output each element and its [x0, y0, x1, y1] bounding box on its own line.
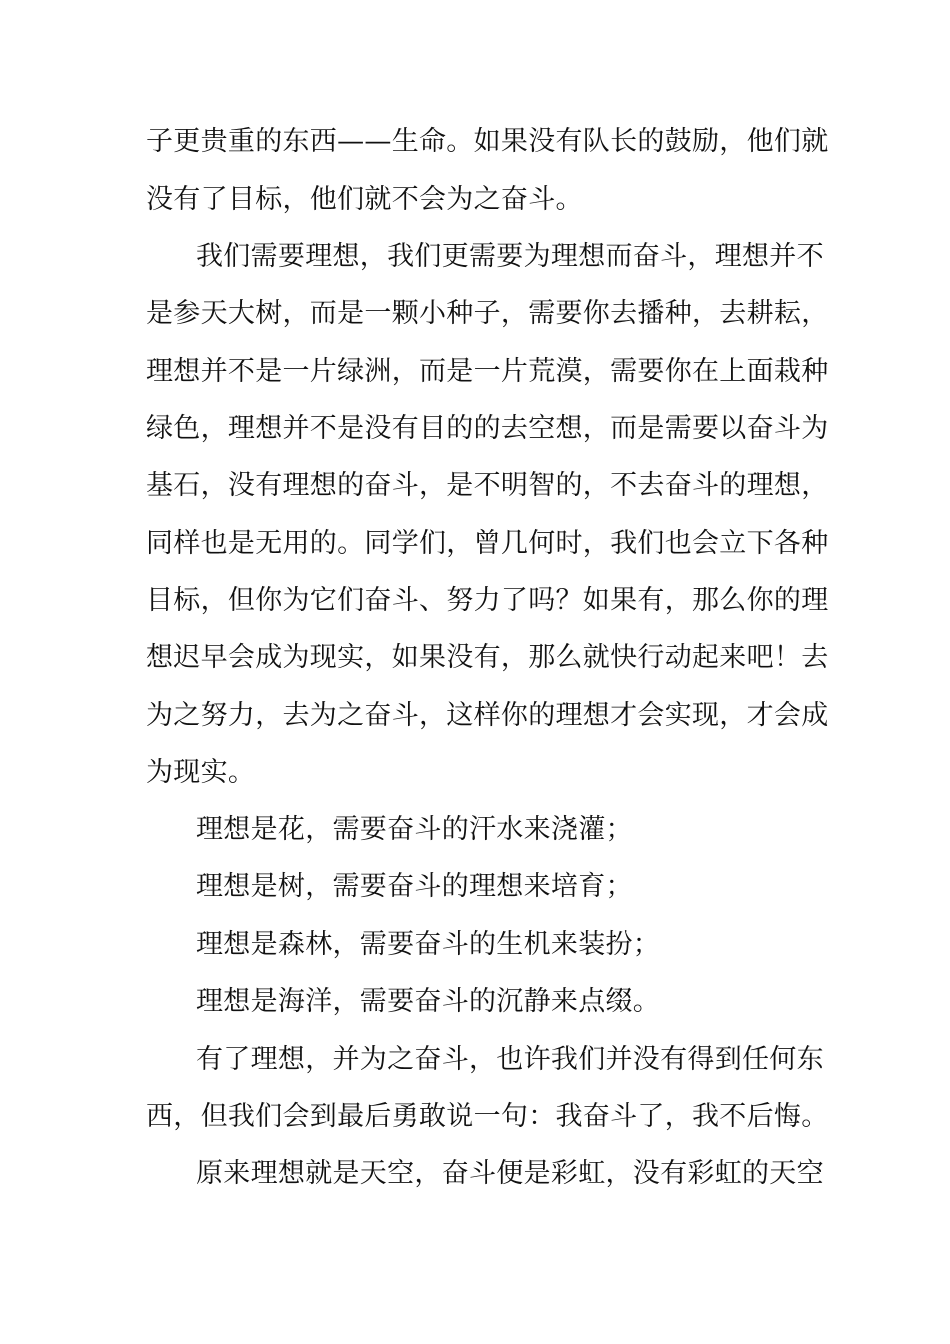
text-line: 理想并不是一片绿洲，而是一片荒漠，需要你在上面栽种 [146, 356, 829, 387]
text-line: 绿色，理想并不是没有目的的去空想，而是需要以奋斗为 [146, 413, 829, 444]
text-line: 目标，但你为它们奋斗、努力了吗？如果有，那么你的理 [146, 585, 829, 616]
text-line: 西，但我们会到最后勇敢说一句：我奋斗了，我不后悔。 [146, 1101, 829, 1132]
verse-line: 理想是海洋，需要奋斗的沉静来点缀。 [196, 986, 661, 1017]
text-line: 基石，没有理想的奋斗，是不明智的，不去奋斗的理想， [146, 470, 829, 501]
text-line: 想迟早会成为现实，如果没有，那么就快行动起来吧！去 [146, 642, 829, 673]
paragraph-first-line: 有了理想，并为之奋斗，也许我们并没有得到任何东 [196, 1044, 824, 1075]
paragraph-first-line: 我们需要理想，我们更需要为理想而奋斗，理想并不 [196, 241, 824, 272]
text-line: 没有了目标，他们就不会为之奋斗。 [146, 184, 583, 215]
paragraph-first-line: 原来理想就是天空，奋斗便是彩虹，没有彩虹的天空 [196, 1158, 824, 1189]
verse-line: 理想是森林，需要奋斗的生机来装扮； [196, 929, 661, 960]
verse-line: 理想是花，需要奋斗的汗水来浇灌； [196, 814, 633, 845]
text-line: 是参天大树，而是一颗小种子，需要你去播种，去耕耘， [146, 298, 829, 329]
verse-line: 理想是树，需要奋斗的理想来培育； [196, 871, 633, 902]
text-line: 为之努力，去为之奋斗，这样你的理想才会实现，才会成 [146, 700, 829, 731]
text-line: 同样也是无用的。同学们，曾几何时，我们也会立下各种 [146, 528, 829, 559]
text-line: 子更贵重的东西——生命。如果没有队长的鼓励，他们就 [146, 126, 829, 157]
text-line: 为现实。 [146, 757, 256, 788]
